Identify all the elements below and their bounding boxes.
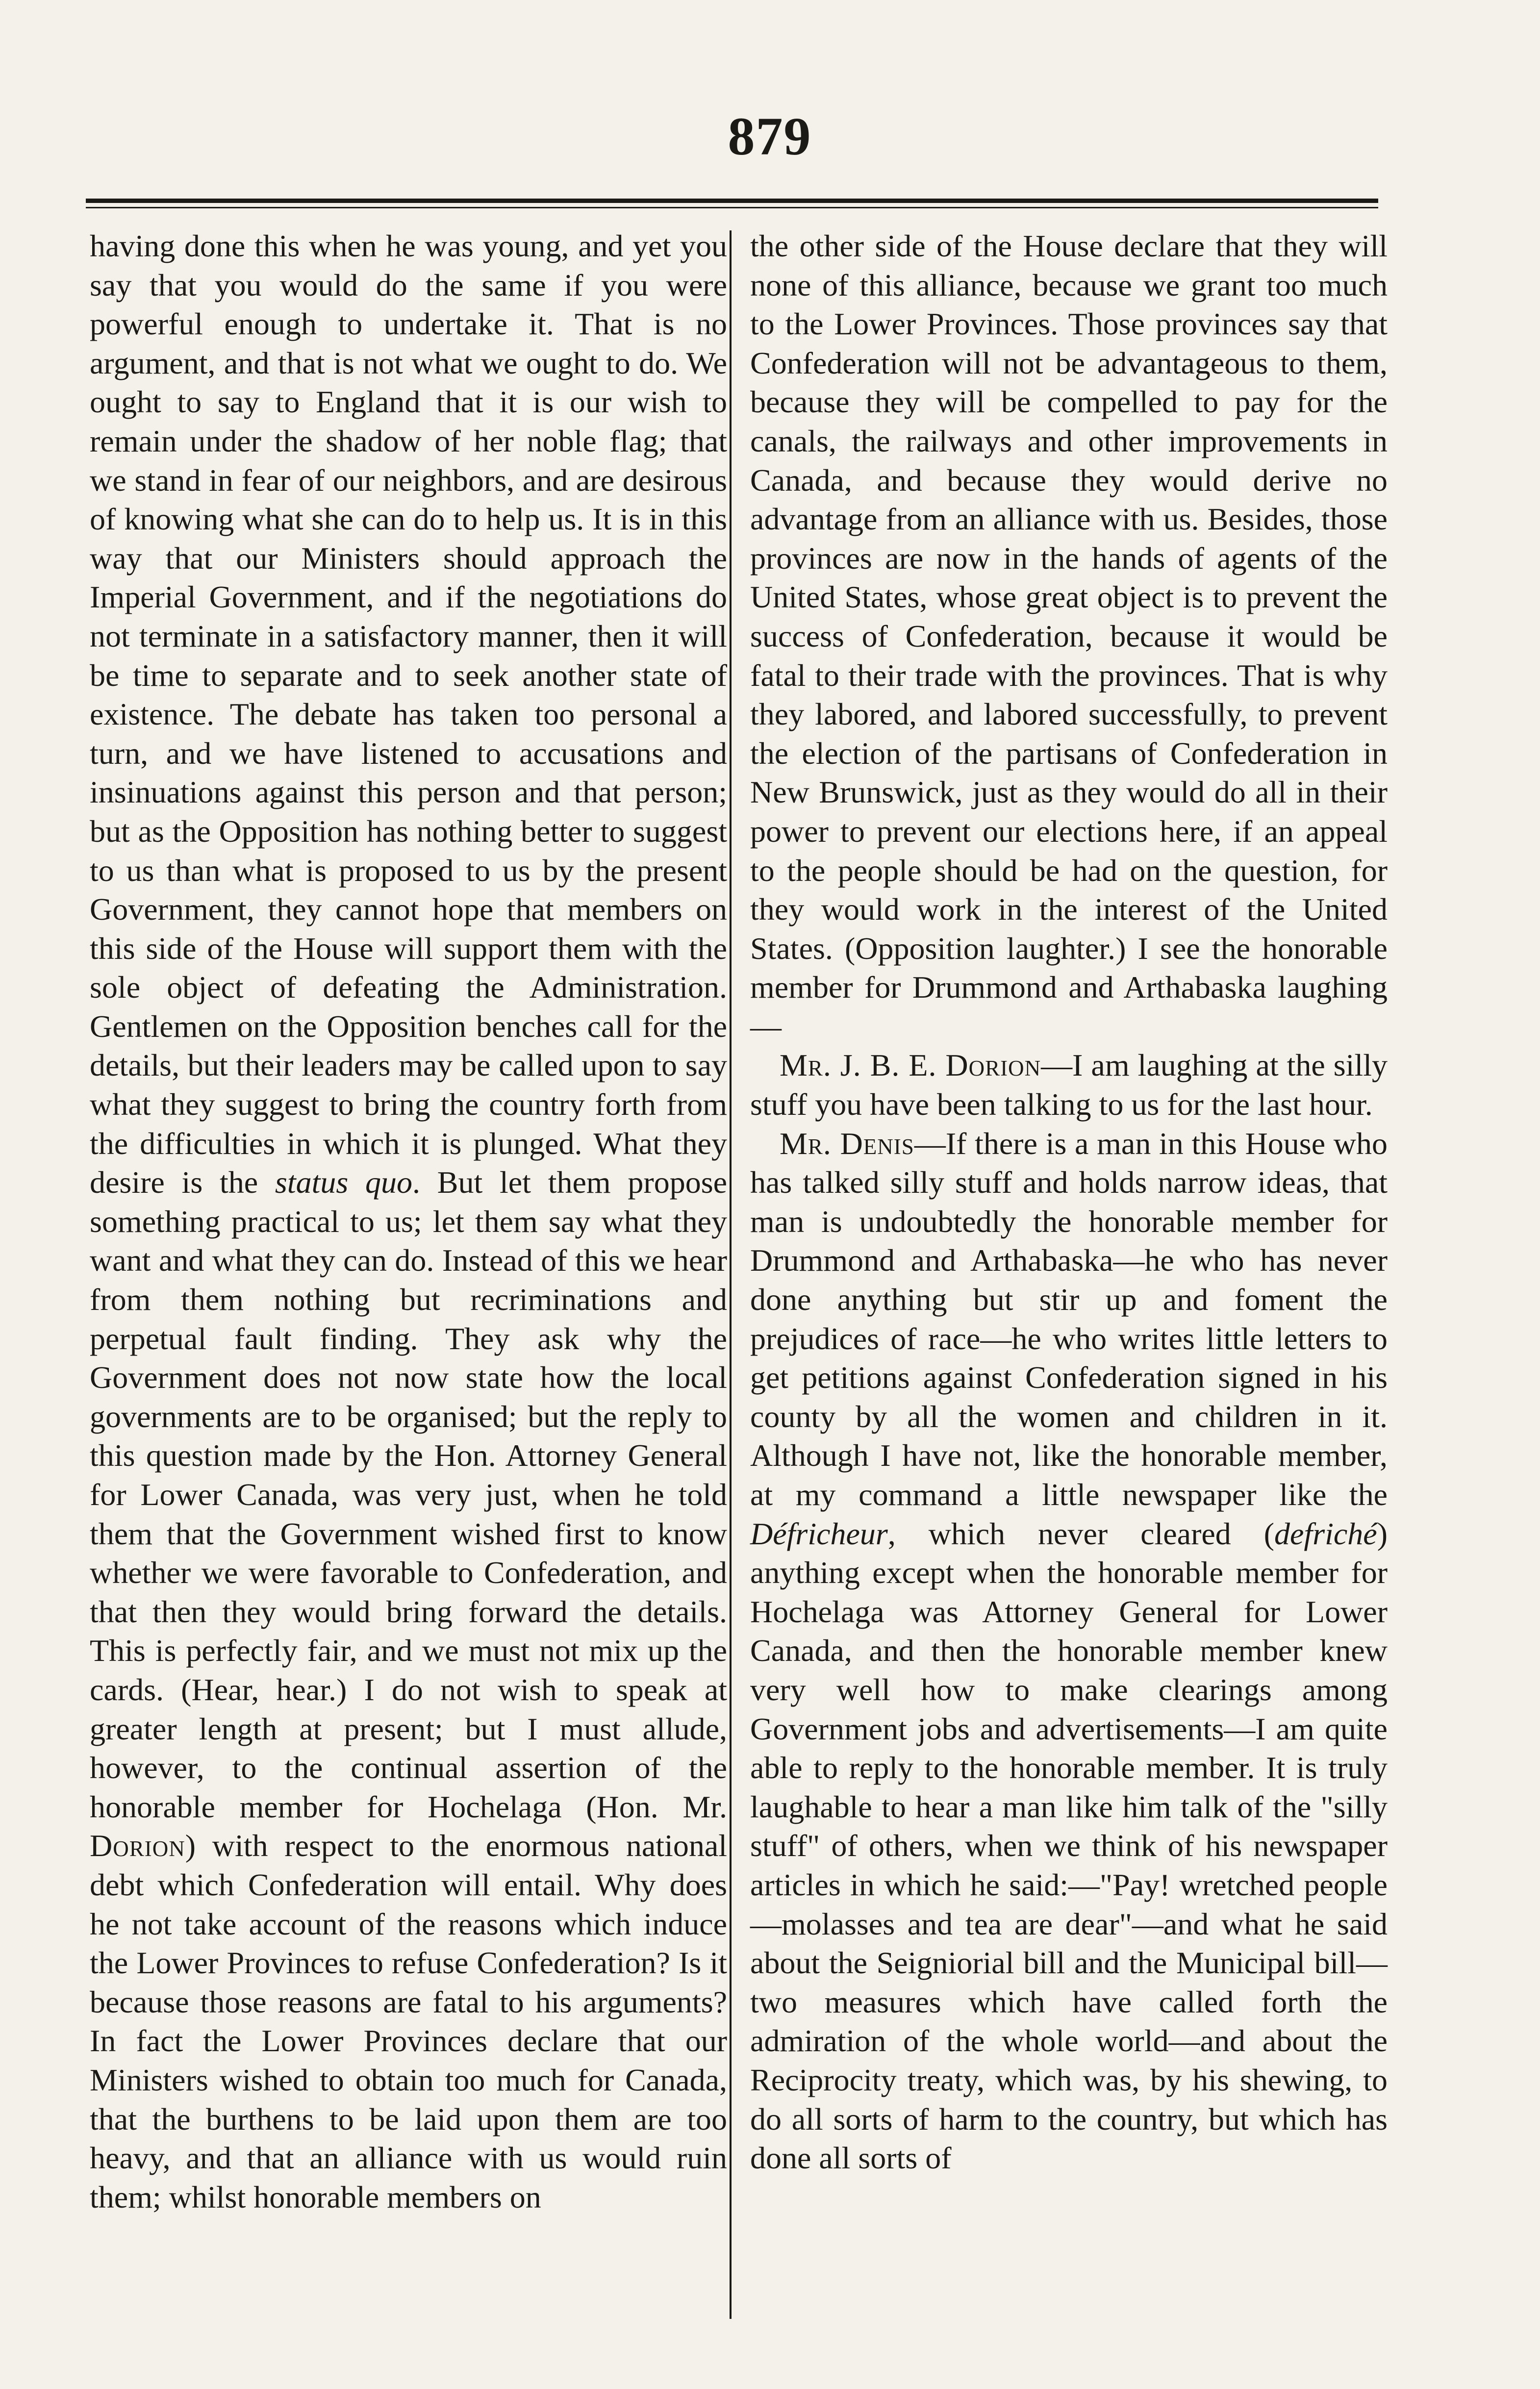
right-paragraph-2: [750, 1046, 1388, 1124]
speaker-denis: Mr. Denis: [780, 1126, 914, 1161]
defricheur-italic: Défricheur: [750, 1516, 888, 1551]
denis-text-3: ) anything except when the honorable member for Hochelaga was Attorney General for Lower Canada, and then the honorable member knew very well how to make clearings among Government jobs and advertisements—I am quite able to reply to the honorable member. It is truly laughable to hear a man like him talk of the "silly stuff" of others, when we think of his newspaper articles in which he said:—"Pay! wretched people—molasses and tea are dear"—and what he said about the Seigniorial bill and the Municipal bill—two measures which have called forth the admiration of the whole world—and about the Reciprocity treaty, which was, by his shewing, to do all sorts of harm to the country, but which has done all sorts of: [750, 1516, 1388, 2176]
dorion-remark: —I am laughing at the silly stuff you have been talking to us for the last hour.: [750, 1048, 1388, 1122]
left-text-1: having done this when he was young, and yet you say that you would do the same if you were powerful enough to undertake it. That is no argument, and that is not what we ought to do. We ought to say to England that it is our wish to remain under the shadow of her noble flag; that we stand in fear of our neighbors, and are desirous of knowing what she can do to help us. It is in this way that our Ministers should approach the Imperial Government, and if the negotiations do not terminate in a satisfactory manner, then it will be time to separate and to seek another state of existence. The debate has taken too personal a turn, and we have listened to accusations and insinuations against this person and that person; but as the Opposition has nothing better to suggest to us than what is proposed to us by the present Government, they cannot hope that members on this side of the House will support them with the sole object of defeating the Administration. Gentlemen on the Opposition benches call for the details, but their leaders may be called upon to say what they suggest to bring the country forth from the difficulties in which it is plunged. What they desire is the: [90, 228, 727, 1200]
header-rule-thin: [86, 207, 1378, 208]
status-quo-italic: status quo: [275, 1165, 413, 1200]
denis-text-2: , which never cleared (: [887, 1516, 1274, 1551]
denis-text-1: —If there is a man in this House who has talked silly stuff and holds narrow ideas, that man is undoubtedly the honorable member for Drummond and Arthabaska—he who has never done anything but stir up and foment the prejudices of race—he who writes little letters to get petitions against Confederation signed in his county by all the women and children in it. Although I have not, like the honorable member, at my command a little newspaper like the: [750, 1126, 1388, 1512]
right-paragraph-1: the other side of the House declare that they will none of this alliance, because we grant too much to the Lower Provinces. Those provinces say that Confederation will not be advantageous to them, because they will be compelled to pay for the canals, the railways and other improvements in Canada, and because they would derive no advantage from an alliance with us. Besides, those provinces are now in the hands of agents of the United States, whose great object is to prevent the success of Confederation, because it would be fatal to their trade with the provinces. That is why they labored, and labored successfully, to prevent the election of the partisans of Confederation in New Brunswick, just as they would do all in their power to prevent our elections here, if an appeal to the people should be had on the question, for they would work in the interest of the United States. (Opposition laughter.) I see the honorable member for Drummond and Arthabaska laughing—: [750, 228, 1388, 1044]
right-column: [750, 226, 1388, 2178]
dorion-name: Dorion: [90, 1828, 185, 1863]
left-text-3: ) with respect to the enormous national debt which Confederation will entail. Why does he not take account of the reasons which induce the Lower Provinces to refuse Confederation? Is it because those reasons are fatal to his arguments? In fact the Lower Provinces declare that our Ministers wished to obtain too much for Canada, that the burthens to be laid upon them are too heavy, and that an alliance with us would ruin them; whilst honorable members on: [90, 1828, 727, 2214]
speaker-dorion: Mr. J. B. E. Dorion: [780, 1048, 1041, 1083]
defriche-italic: defriché: [1274, 1516, 1377, 1551]
left-column: [90, 226, 727, 2216]
header-rule: [86, 199, 1378, 203]
page-number: 879: [728, 106, 812, 166]
column-divider: [730, 230, 732, 2319]
right-paragraph-3: [750, 1124, 1388, 2178]
left-text-2: . But let them propose something practical to us; let them say what they want and what they can do. Instead of this we hear from them nothing but recriminations and perpetual fault finding. They ask why the Government does not now state how the local governments are to be organised; but the reply to this question made by the Hon. Attorney General for Lower Canada, was very just, when he told them that the Government wished first to know whether we were favorable to Confederation, and that then they would bring forward the details. This is perfectly fair, and we must not mix up the cards. (Hear, hear.) I do not wish to speak at greater length at present; but I must allude, however, to the continual assertion of the honorable member for Hochelaga (Hon. Mr.: [90, 1165, 728, 1824]
left-paragraph: [90, 226, 727, 2216]
